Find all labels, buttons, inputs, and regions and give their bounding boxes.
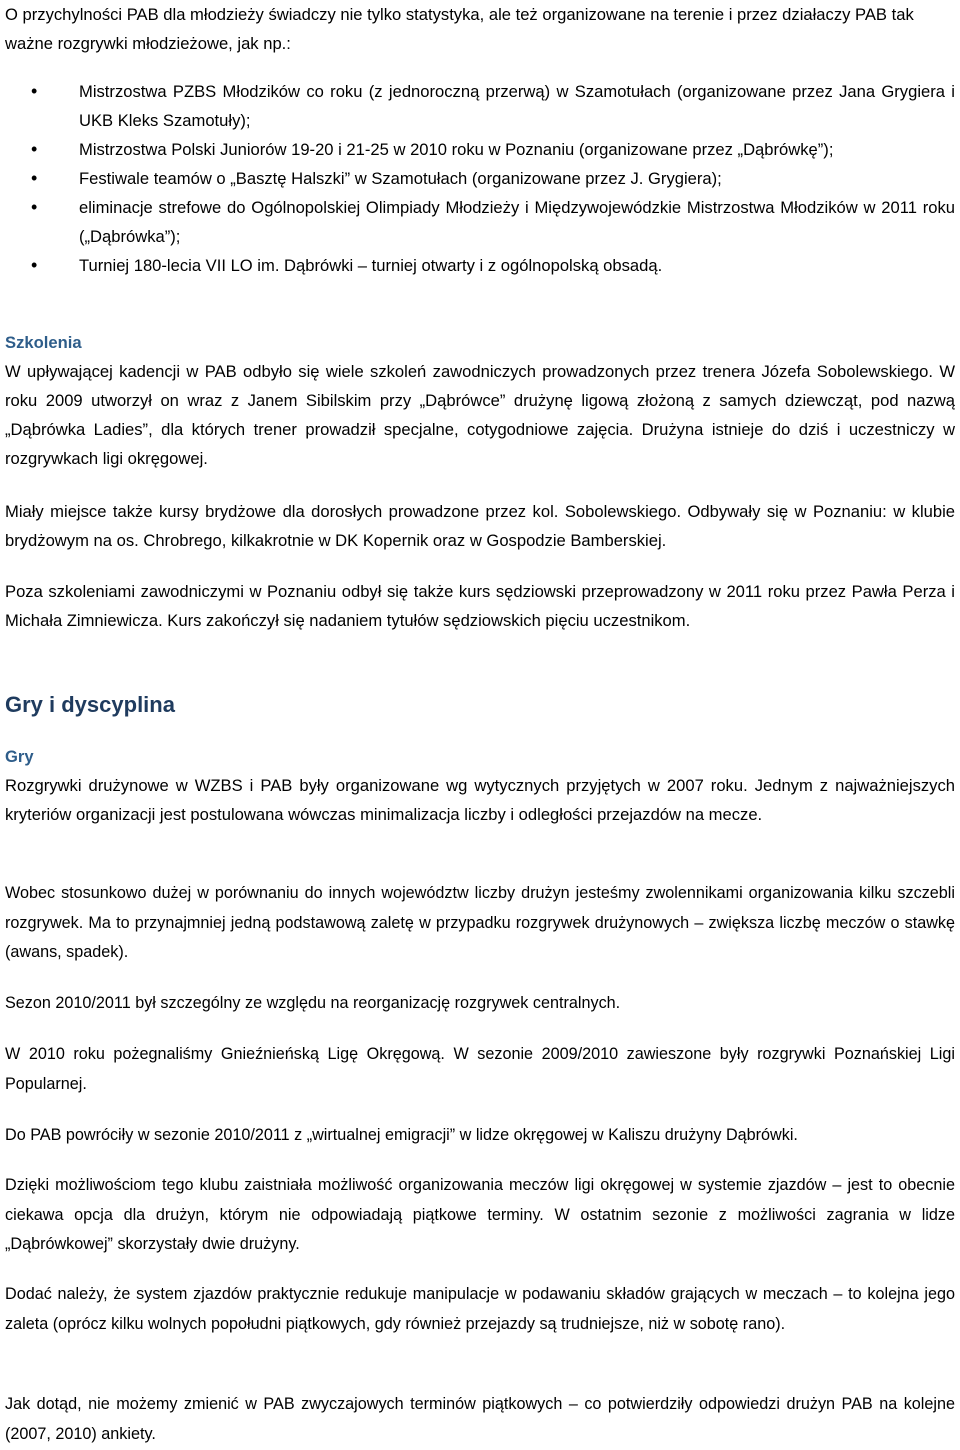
youth-events-list <box>5 77 955 280</box>
paragraph-text: Miały miejsce także kursy brydżowe dla dorosłych prowadzone przez kol. Sobolewskiego. Odbywały się w Poznaniu: w klubie brydżowym na os. Chrobrego, kilkakrotnie w DK Kopernik oraz w Gospodzie Bamberskiej. <box>5 502 955 550</box>
list-item: • Turniej 180-lecia VII LO im. Dąbrówki – turniej otwarty i z ogólnopolską obsadą. <box>5 251 955 280</box>
paragraph-text: Sezon 2010/2011 był szczególny ze względu na reorganizację rozgrywek centralnych. <box>5 994 621 1012</box>
games-paragraph-2 <box>5 879 955 968</box>
games-section <box>5 742 955 829</box>
games-subheading: Gry <box>5 747 34 766</box>
list-item: • Festiwale teamów o „Basztę Halszki” w Szamotułach (organizowane przez J. Grygiera); <box>5 164 955 193</box>
list-item: • Mistrzostwa PZBS Młodzików co roku (z jednoroczną przerwą) w Szamotułach (organizowane przez Jana Grygiera i UKB Kleks Szamotuły); <box>5 77 955 135</box>
training-paragraph: W upływającej kadencji w PAB odbyło się wiele szkoleń zawodniczych prowadzonych przez trenera Józefa Sobolewskiego. W roku 2009 utworzył on wraz z Janem Sibilskim przy „Dąbrówce” drużynę ligową złożoną z samych dziewcząt, pod nazwą „Dąbrówka Ladies”, dla których trener prowadził specjalne, cotygodniowe zajęcia. Drużyna istnieje do dziś i uczestniczy w rozgrywkach ligi okręgowej. <box>5 362 955 468</box>
list-item: • Mistrzostwa Polski Juniorów 19-20 i 21-25 w 2010 roku w Poznaniu (organizowane przez „Dąbrówkę”); <box>5 135 955 164</box>
training-paragraph-3 <box>5 577 955 635</box>
training-section <box>5 328 955 473</box>
games-paragraph: Rozgrywki drużynowe w WZBS i PAB były organizowane wg wytycznych przyjętych w 2007 roku. Jednym z najważniejszych kryteriów organizacji jest postulowana wówczas minimalizacja liczby i odległości przejazdów na mecze. <box>5 776 955 824</box>
games-paragraph-4 <box>5 1040 955 1099</box>
youth-events-list-container <box>5 77 955 280</box>
list-item: • eliminacje strefowe do Ogólnopolskiej Olimpiady Młodzieży i Międzywojewódzkie Mistrzostwa Młodzików w 2011 roku („Dąbrówka”); <box>5 193 955 251</box>
games-paragraph-8 <box>5 1390 955 1449</box>
paragraph-text: Wobec stosunkowo dużej w porównaniu do innych województw liczby drużyn jesteśmy zwolennikami organizowania kilku szczebli rozgrywek. Ma to przynajmniej jedną podstawową zaletę w przypadku rozgrywek drużynowych – zwiększa liczbę meczów o stawkę (awans, spadek). <box>5 884 955 961</box>
games-paragraph-7 <box>5 1280 955 1339</box>
games-discipline-section <box>5 690 955 720</box>
training-paragraph-2 <box>5 497 955 555</box>
paragraph-text: Poza szkoleniami zawodniczymi w Poznaniu odbył się także kurs sędziowski przeprowadzony w 2011 roku przez Pawła Perza i Michała Zimniewicza. Kurs zakończył się nadaniem tytułów sędziowskich pięciu uczestnikom. <box>5 582 955 630</box>
paragraph-text: W 2010 roku pożegnaliśmy Gnieźnieńską Ligę Okręgową. W sezonie 2009/2010 zawieszone były rozgrywki Poznańskiej Ligi Popularnej. <box>5 1045 955 1093</box>
games-paragraph-5 <box>5 1121 955 1151</box>
training-heading: Szkolenia <box>5 333 82 352</box>
paragraph-text: Do PAB powróciły w sezonie 2010/2011 z „wirtualnej emigracji” w lidze okręgowej w Kaliszu drużyny Dąbrówki. <box>5 1126 798 1144</box>
games-paragraph-6 <box>5 1171 955 1260</box>
paragraph-text: Dzięki możliwościom tego klubu zaistniała możliwość organizowania meczów ligi okręgowej w systemie zjazdów – jest to obecnie ciekawa opcja dla drużyn, którym nie odpowiadają piątkowe terminy. W ostatnim sezonie z możliwości zagrania w lidze „Dąbrówkowej” skorzystały dwie drużyny. <box>5 1176 955 1253</box>
intro-text: O przychylności PAB dla młodzieży świadczy nie tylko statystyka, ale też organizowane na terenie i przez działaczy PAB tak ważne rozgrywki młodzieżowe, jak np.: <box>5 5 914 53</box>
intro-paragraph <box>5 0 955 58</box>
paragraph-text: Jak dotąd, nie możemy zmienić w PAB zwyczajowych terminów piątkowych – co potwierdziły odpowiedzi drużyn PAB na kolejne (2007, 2010) ankiety. <box>5 1395 955 1443</box>
paragraph-text: Dodać należy, że system zjazdów praktycznie redukuje manipulacje w podawaniu składów grających w meczach – to kolejna jego zaleta (oprócz kilku wolnych popołudni piątkowych, gdy również przejazdy są trudniejsze, niż w sobotę rano). <box>5 1285 955 1333</box>
games-discipline-heading: Gry i dyscyplina <box>5 692 175 717</box>
games-paragraph-3 <box>5 989 955 1019</box>
